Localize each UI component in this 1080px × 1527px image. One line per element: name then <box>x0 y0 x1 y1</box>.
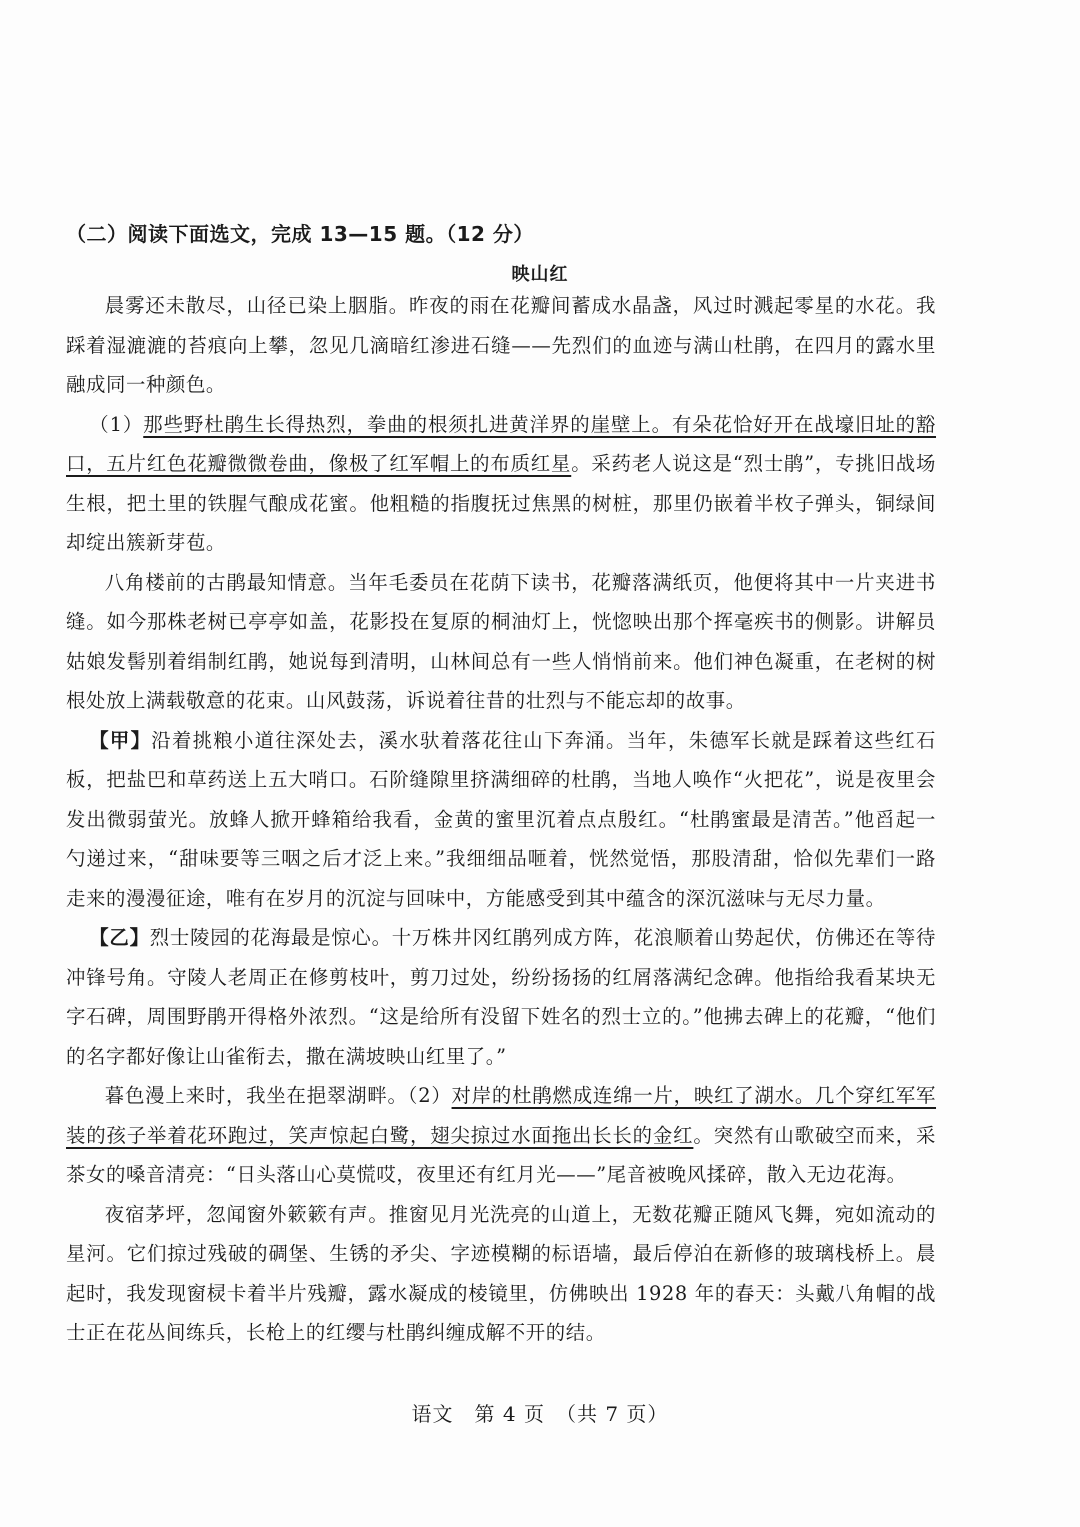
paragraph-yi-text: 烈士陵园的花海最是惊心。十万株井冈红鹃列成方阵，花浪顺着山势起伏，仿佛还在等待冲锋号角。守陵人老周正在修剪枝叶，剪刀过处，纷纷扬扬的红屑落满纪念碑。他指给我看某块无字石碑，周围野鹃开得格外浓烈。“这是给所有没留下姓名的烈士立的。”他拂去碑上的花瓣，“他们的名字都好像让山雀衔去，撒在满坡映山红里了。” <box>66 926 936 1068</box>
page-footer: 语文 第 4 页 （共 7 页） <box>411 1402 669 1426</box>
paragraph-6-rest: 。突然有山歌破空而来，采茶女的嗓音清亮：“日头落山心莫慌哎，夜里还有红月光——”尾音被晚风揉碎，散入无边花海。 <box>66 1123 936 1186</box>
jia-marker: 【甲】 <box>89 728 152 752</box>
yi-marker: 【乙】 <box>89 926 150 949</box>
paragraph-3: 八角楼前的古鹃最知情意。当年毛委员在花荫下读书，花瓣落满纸页，他便将其中一片夹进书缝。如今那株老树已亭亭如盖，花影投在复原的桐油灯上，恍惚映出那个挥毫疾书的侧影。讲解员姑娘发髻别着绢制红鹃，她说每到清明，山林间总有一些人悄悄前来。他们神色凝重，在老树的树根处放上满载敬意的花束。山风鼓荡，诉说着往昔的壮烈与不能忘却的故事。 <box>66 570 936 712</box>
section-heading: （二）阅读下面选文，完成 13—15 题。（12 分） <box>66 222 534 246</box>
paragraph-6 <box>66 1076 936 1195</box>
article-body <box>66 286 936 1353</box>
paragraph-2 <box>66 405 936 563</box>
paragraph-7: 夜宿茅坪，忽闻窗外簌簌有声。推窗见月光洗亮的山道上，无数花瓣正随风飞舞，宛如流动的星河。它们掠过残破的碉堡、生锈的矛尖、字迹模糊的标语墙，最后停泊在新修的玻璃栈桥上。晨起时，我发现窗棂卡着半片残瓣，露水凝成的棱镜里，仿佛映出 1928 年的春天：头戴八角帽的战士正在花丛间练兵，长枪上的红缨与杜鹃纠缠成解不开的结。 <box>66 1202 936 1344</box>
article-title: 映山红 <box>511 264 569 285</box>
underlined-passage-1: 那些野杜鹃生长得热烈，拳曲的根须扎进黄洋界的崖壁上。有朵花恰好开在战壕旧址的豁口，五片红色花瓣微微卷曲，像极了红军帽上的布质红星 <box>66 412 937 475</box>
paragraph-1: 晨雾还未散尽，山径已染上胭脂。昨夜的雨在花瓣间蓄成水晶盏，风过时溅起零星的水花。我踩着湿漉漉的苔痕向上攀，忽见几滴暗红渗进石缝——先烈们的血迹与满山杜鹃，在四月的露水里融成同一种颜色。 <box>66 294 936 396</box>
paragraph-6-start: 暮色漫上来时，我坐在挹翠湖畔。（2） <box>104 1084 452 1107</box>
paragraph-yi <box>66 918 936 1076</box>
paragraph-2-rest: 。采药老人说这是“烈士鹃”，专挑旧战场生根，把土里的铁腥气酿成花蜜。他粗糙的指腹抚过焦黑的树桩，那里仍嵌着半枚子弹头，铜绿间却绽出簇新芽苞。 <box>66 452 937 554</box>
paragraph-jia <box>66 721 936 919</box>
underlined-passage-2: 对岸的杜鹃燃成连绵一片，映红了湖水。几个穿红军军装的孩子举着花环跑过，笑声惊起白鹭，翅尖掠过水面拖出长长的金红 <box>66 1084 937 1147</box>
question-marker-1: （1） <box>89 412 144 436</box>
paragraph-jia-text: 沿着挑粮小道往深处去，溪水驮着落花往山下奔涌。当年，朱德军长就是踩着这些红石板，把盐巴和草药送上五大哨口。石阶缝隙里挤满细碎的杜鹃，当地人唤作“火把花”，说是夜里会发出微弱萤光。放蜂人掀开蜂箱给我看，金黄的蜜里沉着点点殷红。“杜鹃蜜最是清苦。”他舀起一勺递过来，“甜味要等三咽之后才泛上来。”我细细品咂着，恍然觉悟，那股清甜，恰似先辈们一路走来的漫漫征途，唯有在岁月的沉淀与回味中，方能感受到其中蕴含的深沉滋味与无尽力量。 <box>66 728 936 910</box>
